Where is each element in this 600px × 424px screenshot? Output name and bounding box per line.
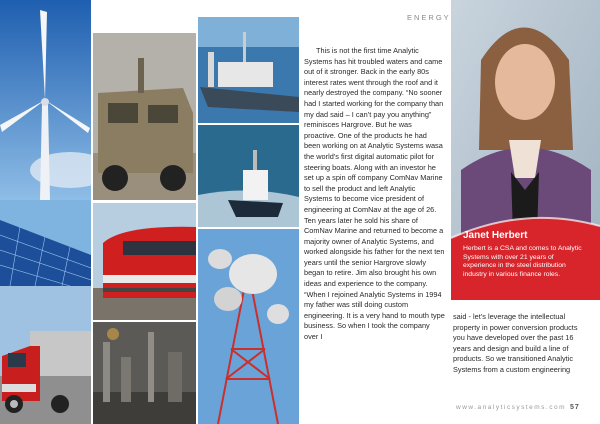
tugboat-photo (198, 125, 299, 227)
wind-turbine-photo (0, 0, 91, 200)
solar-panel-photo (0, 200, 91, 286)
refinery-photo (93, 322, 196, 424)
profile-name: Janet Herbert (463, 230, 528, 241)
footer-url: www.analyticsystems.com (456, 404, 566, 411)
article-main-text: This is not the first time Analytic Systems has hit troubled waters and came out of it stronger. Back in the early 80s interest rates went through the roof and it nearly destroyed the company. “No sooner had I started working for the company than my dad said – I can’t pay you anything” reminisces Hargrove. But he was proactive. One of the products he had been working on at Analytic Systems wasa the world’s first digital automatic pilot for steering boats. Along with an investor he set up a spin off company ComNav Marine to sell the product and left Analytic Systems to become vice president of engineering at ComNav at the age of 26. Ten years later he sold his share of ComNav Marine and returned to become a majority owner of Analytic Systems, and worked alongside his father for the next ten years until the senior Hargrove slowly began to retire. Jim also brought his own ideas and experience to the company. “When I rejoined Analytic Systems in 1994 my father was still doing custom engineering. It is a very hand to mouth type business. So when I took the company over I (304, 46, 445, 342)
red-train-photo (93, 203, 196, 320)
military-vehicle-photo (93, 33, 196, 200)
page-number: 57 (570, 404, 580, 411)
profile-description: Herbert is a CSA and comes to Analytic Systems with over 21 years of experience in the steel distribution industry in various finance roles. (463, 245, 582, 278)
telecom-tower-photo (198, 229, 299, 424)
cargo-ship-photo (198, 17, 299, 123)
red-truck-photo (0, 286, 91, 424)
article-continued-text: said - let’s leverage the intellectual property in power conversion products you have developed over the past 16 years and design and build a line of products. So we transitioned Analytic Systems from a custom engineering (453, 312, 578, 374)
section-label: ENERGY (407, 13, 451, 22)
